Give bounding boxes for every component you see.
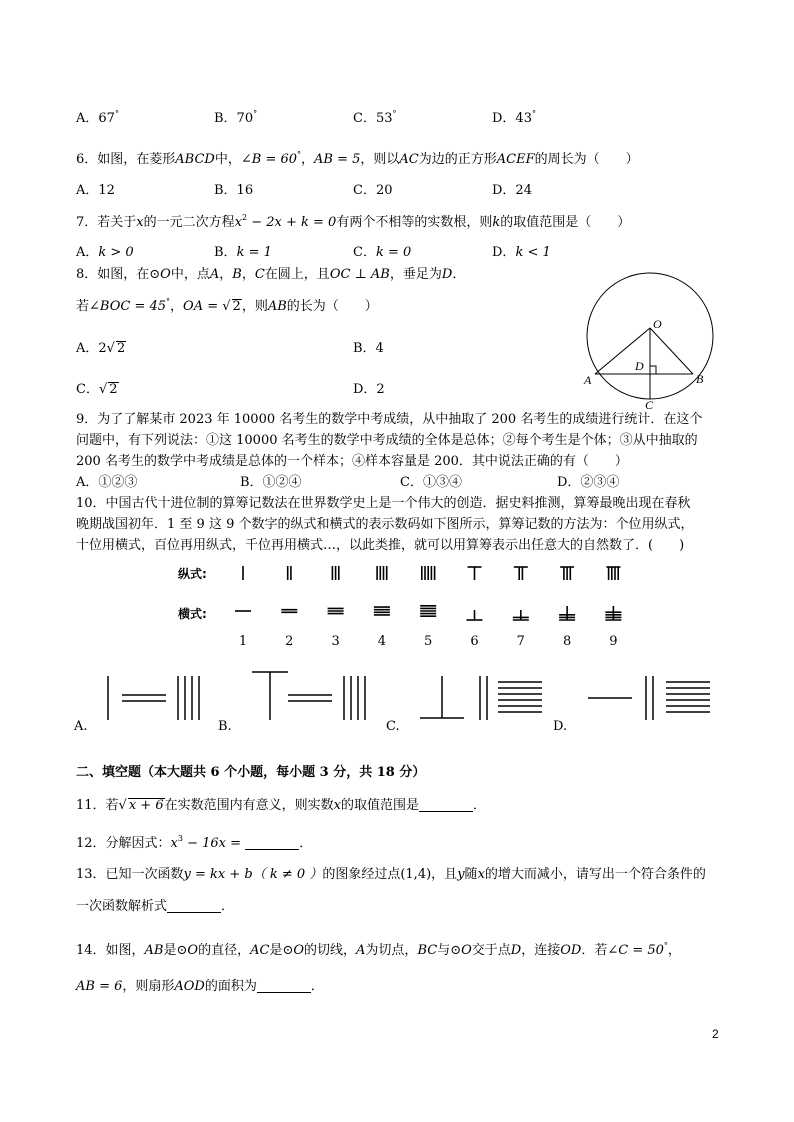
q6-option-a: A．12 <box>76 183 115 198</box>
q8-option-b: B．4 <box>353 341 384 356</box>
q10-option-c: C. <box>386 719 400 734</box>
q9-option-d: D．②③④ <box>557 475 620 490</box>
q10-option-a: A. <box>74 719 88 734</box>
option-a-rods <box>108 676 199 720</box>
label-o: O <box>653 317 662 331</box>
digit-3: 3 <box>331 634 340 649</box>
question-7: 7．若关于x的一元二次方程$x^2 - 2x + k = 0$有两个不相等的实数根，则k的取值范围是（ ） <box>76 213 631 230</box>
question-12: 12．分解因式：$x^3 - 16x$ = ． <box>76 834 313 851</box>
q8-option-c: C．√ 2 <box>76 382 118 397</box>
digit-8: 8 <box>562 634 572 649</box>
question-13-line-2: 一次函数解析式 ． <box>76 899 235 914</box>
option-d-rods <box>588 676 710 720</box>
question-8-line-2: 若∠BOC = 45°，OA = √ 2，则AB的长为（ ） <box>76 297 378 314</box>
q5-option-d: D．43° <box>492 109 536 126</box>
q13-answer-blank[interactable] <box>167 898 221 913</box>
q5-option-b: B．70° <box>214 109 258 126</box>
label-b: B <box>696 372 704 386</box>
label-a: A <box>584 373 592 387</box>
digit-6: 6 <box>470 634 479 649</box>
option-c-rods <box>420 676 542 720</box>
q7-option-c: C．k = 0 <box>353 245 412 260</box>
digit-9: 9 <box>609 634 618 649</box>
q6-option-d: D．24 <box>492 183 532 198</box>
vertical-rod-numerals <box>230 562 650 602</box>
q7-option-b: B．k = 1 <box>214 245 272 260</box>
question-9-line-2: 问题中，有下列说法：①这 10000 名考生的数学中考成绩的全体是总体；②每个考生是个体；③从中抽取的 <box>76 433 698 448</box>
question-9-line-1: 9．为了了解某市 2023 年 10000 名考生的数学中考成绩，从中抽取了 200 名考生的成绩进行统计．在这个 <box>76 412 703 427</box>
question-11: 11．若√ x + 6在实数范围内有意义，则实数x的取值范围是 ． <box>76 798 486 813</box>
digit-5: 5 <box>424 634 433 649</box>
q6-option-b: B．16 <box>214 183 254 198</box>
q10-option-figures <box>70 668 750 728</box>
q10-option-b: B. <box>218 719 232 734</box>
right-angle-mark <box>650 366 656 374</box>
question-9-line-3: 200 名考生的数学中考成绩是总体的一个样本；④样本容量是 200．其中说法正确的有（ ） <box>76 454 628 469</box>
q7-option-a: A．k > 0 <box>76 245 134 260</box>
q9-option-a: A．①②③ <box>76 475 138 490</box>
question-10-line-2: 晚期战国初年．1 至 9 这 9 个数字的纵式和横式的表示数码如下图所示，算筹记数的方法为：个位用纵式， <box>76 517 694 532</box>
horizontal-rod-numerals <box>230 598 650 638</box>
section-2-title: 二、填空题（本大题共 6 个小题，每小题 3 分，共 18 分） <box>76 765 426 780</box>
vertical-form-label: 纵式: <box>178 567 207 581</box>
q5-option-c: C．53° <box>353 109 397 126</box>
q7-option-d: D．k < 1 <box>492 245 551 260</box>
q5-option-a: A．67° <box>76 109 119 126</box>
digit-7: 7 <box>516 634 525 649</box>
q9-option-c: C．①③④ <box>400 475 462 490</box>
digit-2: 2 <box>285 634 294 649</box>
question-14-line-1: 14．如图，AB是⊙O的直径，AC是⊙O的切线，A为切点，BC与⊙O交于点D，连接OD．若∠C = 50°， <box>76 941 681 958</box>
q6-option-c: C．20 <box>353 183 393 198</box>
digit-1: 1 <box>238 634 248 649</box>
question-13-line-1: 13．已知一次函数y = kx + b（ k ≠ 0 ）的图象经过点(1,4)，且y随x的增大而减小，请写出一个符合条件的 <box>76 867 706 882</box>
question-10-line-3: 十位用横式，百位再用纵式，千位再用横式…，以此类推，就可以用算筹表示出任意大的自然数了．( ) <box>76 538 685 553</box>
q14-answer-blank[interactable] <box>257 978 311 993</box>
q8-option-d: D．2 <box>353 382 385 397</box>
q11-answer-blank[interactable] <box>419 797 473 812</box>
label-c: C <box>645 398 654 412</box>
label-d: D <box>635 359 644 373</box>
question-8-line-1: 8．如图，在⊙O中，点A，B，C在圆上，且OC ⊥ AB，垂足为D． <box>76 267 466 282</box>
q10-option-d: D. <box>553 719 568 734</box>
horizontal-form-label: 横式: <box>178 607 207 621</box>
page-number: 2 <box>712 1027 719 1041</box>
digit-4: 4 <box>377 634 387 649</box>
q8-option-a: A．2√ 2 <box>76 341 126 356</box>
option-b-rods <box>252 672 365 720</box>
q9-option-b: B．①②④ <box>240 475 302 490</box>
question-14-line-2: AB = 6，则扇形AOD的面积为 ． <box>76 979 324 994</box>
question-6: 6．如图，在菱形ABCD中，∠B = 60°，AB = 5，则以AC为边的正方形ACEF的周长为（ ） <box>76 150 639 167</box>
q8-circle-figure <box>584 270 724 410</box>
question-10-line-1: 10．中国古代十进位制的算筹记数法在世界数学史上是一个伟大的创造．据史料推测，算筹最晚出现在春秋 <box>76 496 691 511</box>
q12-answer-blank[interactable] <box>245 835 299 850</box>
